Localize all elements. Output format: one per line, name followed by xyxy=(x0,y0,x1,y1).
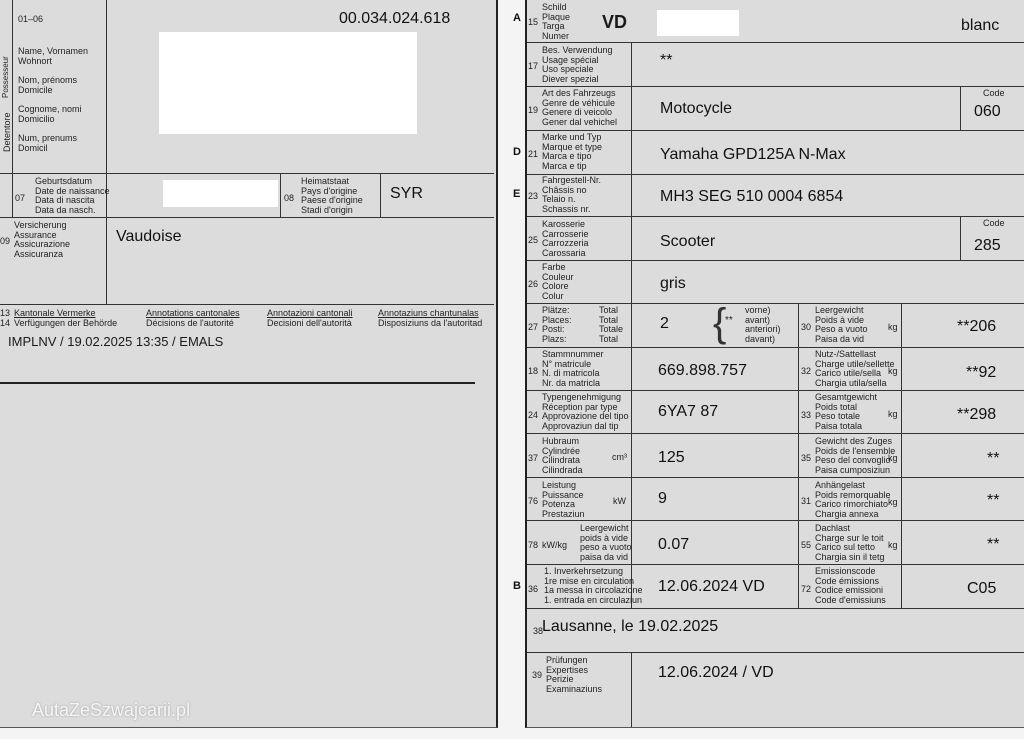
power-labels: Leistung Puissance Potenza Prestaziun xyxy=(542,480,585,519)
matriculation-value: 669.898.757 xyxy=(658,362,747,379)
section-letter-e: E xyxy=(513,188,521,200)
watermark: AutaZeSzwajcarii.pl xyxy=(32,700,191,720)
vehicle-kind-code-label: Code xyxy=(983,88,1005,98)
field-27-number: 27 xyxy=(528,322,539,332)
insurance-labels: Versicherung Assurance Assicurazione Assicuranza xyxy=(14,220,71,259)
field-18-number: 18 xyxy=(528,366,539,376)
vehicle-kind-value: Motocycle xyxy=(660,100,733,117)
first-registration-labels: 1. Inverkehrsetzung 1re mise en circulation 1a messa in circolazione 1. entrada en circulaziun xyxy=(544,566,643,605)
holder-side-label: Detentore xyxy=(2,112,12,152)
divider xyxy=(901,303,902,608)
section-letter-d: D xyxy=(513,146,521,158)
field-17-number: 17 xyxy=(528,61,539,71)
seats-front-labels: vorne) avant) anteriori) davant) xyxy=(745,305,781,344)
divider xyxy=(527,652,1024,653)
divider xyxy=(631,652,632,727)
holder-name-labels: Name, Vornamen Wohnort Nom, prénoms Domicile Cognome, nomi Domicilio Num, prenums Domicil xyxy=(18,46,89,153)
divider xyxy=(527,433,1024,434)
holder-side-label-fr: Possesseur xyxy=(1,56,10,98)
divider xyxy=(527,608,1024,609)
body-code: 285 xyxy=(974,237,1001,254)
field-24-number: 24 xyxy=(528,410,539,420)
plate-labels: Schild Plaque Targa Numer xyxy=(542,2,571,41)
make-type-labels: Marke und Typ Marque et type Marca e tipo Marca e tip xyxy=(542,132,603,171)
divider xyxy=(12,0,13,217)
chassis-value: MH3 SEG 510 0004 6854 xyxy=(660,188,844,205)
field-08-number: 08 xyxy=(284,193,295,203)
section-letter-a: A xyxy=(513,12,521,24)
towable-labels: Anhängelast Poids remorquable Carico rimorchiato Chargia annexa xyxy=(815,480,891,519)
field-35-number: 35 xyxy=(801,453,812,463)
cantonal-notes-entry: IMPLNV / 19.02.2025 13:35 / EMALS xyxy=(8,334,224,349)
section-letter-b: B xyxy=(513,580,521,592)
redacted-plate-number xyxy=(657,10,739,36)
redacted-holder-name xyxy=(159,32,417,134)
vehicle-kind-labels: Art des Fahrzeugs Genre de véhicule Genere di veicolo Gener dal vehichel xyxy=(542,88,618,127)
towable-value: ** xyxy=(987,492,1000,509)
holder-id-number: 00.034.024.618 xyxy=(339,10,451,27)
inspection-value: 12.06.2024 / VD xyxy=(658,664,774,681)
field-07-number: 07 xyxy=(15,193,26,203)
field-30-number: 30 xyxy=(801,322,812,332)
payload-labels: Nutz-/Sattellast Charge utile/sellette Carico utile/sella Chargia utila/sella xyxy=(815,349,895,388)
seats-labels: Plätze: Places: Posti: Plazs: xyxy=(542,305,572,344)
displacement-unit: cm³ xyxy=(612,452,627,462)
roof-load-unit: kg xyxy=(888,540,898,550)
divider xyxy=(527,347,1024,348)
cantonal-notes-rm: Annotaziuns chantunalas Disposiziuns da l'autoritad xyxy=(378,308,483,328)
divider xyxy=(527,303,1024,304)
divider xyxy=(527,130,1024,131)
type-approval-value: 6YA7 87 xyxy=(658,403,719,420)
roof-load-value: ** xyxy=(987,536,1000,553)
field-36-number: 36 xyxy=(528,584,539,594)
origin-value: SYR xyxy=(390,185,423,202)
body-code-label: Code xyxy=(983,218,1005,228)
brace-left: { xyxy=(713,301,727,345)
displacement-value: 125 xyxy=(658,449,685,466)
type-approval-labels: Typengenehmigung Réception par type Approvazione del tipo Approvaziun dal tip xyxy=(542,392,629,431)
divider xyxy=(527,390,1024,391)
vehicle-kind-code: 060 xyxy=(974,103,1001,120)
divider xyxy=(0,217,494,218)
inspection-labels: Prüfungen Expertises Perizie Examinaziuns xyxy=(546,655,603,694)
body-labels: Karosserie Carrosserie Carrozzeria Carossaria xyxy=(542,219,589,258)
emission-code-labels: Emissionscode Code émissions Codice emissioni Code d'emissiuns xyxy=(815,566,886,605)
divider xyxy=(960,216,961,260)
field-39-number: 39 xyxy=(532,670,543,680)
cantonal-notes-fr: Annotations cantonales Décisions de l'autorité xyxy=(146,308,240,328)
power-value: 9 xyxy=(658,490,667,507)
divider xyxy=(527,216,1024,217)
power-unit: kW xyxy=(613,496,626,506)
issue-place-date: Lausanne, le 19.02.2025 xyxy=(542,618,719,635)
field-76-number: 76 xyxy=(528,496,539,506)
right-page xyxy=(513,0,1024,728)
divider xyxy=(527,260,1024,261)
field-33-number: 33 xyxy=(801,410,812,420)
total-weight-unit: kg xyxy=(888,409,898,419)
make-type-value: Yamaha GPD125A N-Max xyxy=(660,146,846,163)
power-weight-value: 0.07 xyxy=(658,536,690,553)
body-value: Scooter xyxy=(660,233,716,250)
payload-value: **92 xyxy=(966,364,997,381)
matriculation-labels: Stammnummer N° matricule N. di matricola Nr. da matricla xyxy=(542,349,604,388)
seats-front-value: ** xyxy=(725,315,733,326)
divider xyxy=(960,86,961,130)
divider xyxy=(527,477,1024,478)
field-26-number: 26 xyxy=(528,279,539,289)
emission-code-value: C05 xyxy=(967,580,997,597)
field-21-number: 21 xyxy=(528,149,539,159)
power-weight-labels: Leergewicht poids à vide peso a vuoto paisa da vid xyxy=(580,523,632,562)
divider xyxy=(280,173,281,217)
field-15-number: 15 xyxy=(528,17,539,27)
payload-unit: kg xyxy=(888,366,898,376)
insurance-value: Vaudoise xyxy=(116,228,182,245)
divider xyxy=(0,304,494,305)
empty-weight-value: **206 xyxy=(957,318,997,335)
cantonal-notes-it: Annotazioni cantonali Decisioni dell'autorità xyxy=(267,308,353,328)
divider xyxy=(0,382,475,384)
displacement-labels: Hubraum Cylindrée Cilindrata Cilindrada xyxy=(542,436,583,475)
plate-canton: VD xyxy=(602,12,628,32)
seats-total-labels: Total Total Totale Total xyxy=(599,305,624,344)
cantonal-notes-de: Kantonale Vermerke Verfügungen der Behörde xyxy=(14,308,118,328)
chassis-labels: Fahrgestell-Nr. Châssis no Telaio n. Schassis nr. xyxy=(542,175,602,214)
divider xyxy=(380,173,381,217)
field-72-number: 72 xyxy=(801,584,812,594)
color-labels: Farbe Couleur Colore Colur xyxy=(542,262,574,301)
divider xyxy=(798,303,799,608)
train-weight-unit: kg xyxy=(888,453,898,463)
towable-unit: kg xyxy=(888,497,898,507)
divider xyxy=(106,0,107,304)
train-weight-labels: Gewicht des Zuges Poids de l'ensemble Peso del convoglio Paisa cumposiziun xyxy=(815,436,896,475)
field-25-number: 25 xyxy=(528,235,539,245)
field-09-number: 09 xyxy=(0,236,11,246)
left-page xyxy=(0,0,498,728)
train-weight-value: ** xyxy=(987,450,1000,467)
divider xyxy=(527,86,1024,87)
field-23-number: 23 xyxy=(528,191,539,201)
color-value: gris xyxy=(660,275,686,292)
field-55-number: 55 xyxy=(801,540,812,550)
field-78-number: 78 xyxy=(528,540,539,550)
special-use-labels: Bes. Verwendung Usage spécial Uso speciale Diever spezial xyxy=(542,45,613,84)
empty-weight-unit: kg xyxy=(888,322,898,332)
field-32-number: 32 xyxy=(801,366,812,376)
origin-labels: Heimatstaat Pays d'origine Paese d'origine Stadi d'origin xyxy=(301,176,363,215)
seats-value: 2 xyxy=(660,315,669,332)
divider xyxy=(527,42,1024,43)
field-01-06-number: 01–06 xyxy=(18,14,44,24)
empty-weight-labels: Leergewicht Poids à vide Peso a vuoto Paisa da vid xyxy=(815,305,868,344)
total-weight-labels: Gesamtgewicht Poids total Peso totale Paisa totala xyxy=(815,392,878,431)
first-registration-value: 12.06.2024 VD xyxy=(658,578,765,595)
field-37-number: 37 xyxy=(528,453,539,463)
divider xyxy=(527,564,1024,565)
power-weight-unit: kW/kg xyxy=(542,540,568,550)
total-weight-value: **298 xyxy=(957,406,997,423)
field-38-number: 38 xyxy=(533,626,544,636)
field-31-number: 31 xyxy=(801,496,812,506)
divider xyxy=(527,174,1024,175)
redacted-birth-date xyxy=(163,180,278,207)
field-13-14-numbers: 13 14 xyxy=(0,308,11,328)
special-use-value: ** xyxy=(660,52,673,69)
roof-load-labels: Dachlast Charge sur le toit Carico sul tetto Chargia sin il tetg xyxy=(815,523,885,562)
plate-color: blanc xyxy=(961,17,1000,34)
divider xyxy=(527,520,1024,521)
divider xyxy=(0,173,494,174)
field-19-number: 19 xyxy=(528,105,539,115)
birth-date-labels: Geburtsdatum Date de naissance Data di nascita Data da nasch. xyxy=(35,176,110,215)
